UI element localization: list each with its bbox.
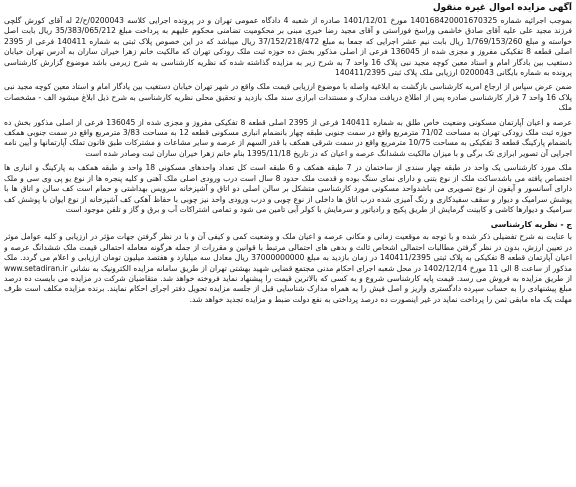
paragraph-property-specs: عرصه و اعیان آپارتمان مسکونی وضعیت خاص طلق به شماره 140411 فرعی از 2395 اصلی قطعه 8 تفکیکی مفروز و مجزی شده از 136045 فرعی از اصلی مذکور بخش ده حوزه ثبت ملک رودکی تهران به مساحت 71/02 مترمربع واقع در سمت جنوبی طبقه چهار بانضمام انباری مسکونی قطعه 12 به مساحت 3/83 مترمربع واقع در سمت جنوبی همکف بانضمام پارکینگ قطعه 3 تفکیکی به مساحت 10/75 مترمربع واقع در سمت شرقی همکف با قدر السهم از عرصه و سایر مشاعات و مشترکات طبق قانون تملک آپارتمانها و آیین نامه اجرایی آن تصویر ابرازی تک برگی و با میزان مالکیت ششدانگ عرصه و اعیان که در تاریخ 1395/11/18 بنام خانم زهرا خیران ساران ثبت وصادر شده است <box>4 117 572 158</box>
auction-notice-document <box>4 2 572 483</box>
paragraph-building-description: ملک مورد کارشناسی یک واحد در طبقه چهار سندی از ساختمان در 7 طبقه همکف و 6 طبقه است کل تعداد واحدهای مسکونی 18 واحد و طبقه همکف به پارکینگ و انباری ها اختصاص یافته می باشدساکت ملک از نوع بتنی و دارای نمای سنگ بوده و قدمت ملک حدود 8 سال است درب ورودی اصلی ملک آهنی و کلیه پنجره ها از نوع یو پی وی سی و ملک دارای آسانسور و آیفون از نوع تصویری می باشدواحد مسکونی مورد کارشناسی متشکل بر سالن اصلی دو اتاق و آشپزخانه سرویس بهداشتی و حمام است کف سالن و اتاق ها با پوشش سرامیک و دیوار و سقف سفیدکاری و رنگ آمیزی شده درب اتاق ها داخلی از نوع چوبی و درب ورودی واحد نیز چوبی با حفاظ آهکی کف آشپزخانه از نوع ایوان با پوشش کف سرامیک و دیوارها کاشی و کابینت گرمایش از طریق پکیج و رادیاتور و سرمایش با کولر آبی تامین می شود و تمامی اشتراکات آب و برق و گاز و تلفن موجود است <box>4 163 572 214</box>
section-heading-expert-opinion: ج - نظریه کارشناسی <box>490 220 572 230</box>
paragraph-expert-intro: ضمن عرض سپاس از ارجاع امریه کارشناسی بازگشت به ابلاغیه واصله با موضوع ارزیابی قیمت ملک واقع در شهر تهران خیابان دستغیب بین یادگار امام و استاد معین کوچه مجید نبی پلاک 16 واحد 7 قرار کارشناسی صادره پس از اطلاع دریافت مدارک و مستندات ابرازی سند ملک بازدید و تحقیق محلی نظریه کارشناسی به شرح ذیل ابلاغ میشود الف - مشخصات ملک <box>4 82 572 113</box>
paragraph-expert-opinion: با عنایت به شرح تفضیلی ذکر شده و با توجه به موقعیت زمانی و مکانی عرصه و اعیان ملک و وضعیت کمی و کیفی آن و با در نظر گرفتن جهات مؤثر در ارزیابی و کلیه عوامل موثر در تعیین ارزش، بدون در نظر گرفتن مطالبات احتمالی اشخاص ثالث و بدهی های احتمالی مرتبط با قوانین و مقررات از جمله هرگونه معامله احتمالی قیمت ملک ششدانگ عرصه و اعیان آپارتمان قطعه 8 تفکیکی به پلاک ثبتی 140411/2395 در زمان بازدید به مبلغ 37000000000 ریال معادل سه میلیارد و هفتصد میلیون تومان ارزیابی و اعلام می گردد. ملک مذکور از ساعت 8 الی 11 مورخ 1402/12/14 در محل شعبه اجرای احکام مدنی مجتمع قضایی شهید بهشتی تهران از طریق سامانه مزایده الکترونیک به نشانی www.setadiran.ir از طریق مزایده به فروش می رسد. قیمت پایه کارشناسی شروع و به کسی که بالاترین قیمت را پیشنهاد نماید فروخته خواهد شد. متقاضیان شرکت در مزایده می بایست ده درصد مبلغ پیشنهادی را به حساب سپرده دادگستری واریز و اصل فیش را به همراه مدارک شناسایی قبل از جلسه مزایده تحویل دفتر اجرای احکام نمایند. برنده مزایده مکلف است ظرف مهلت یک ماه مابقی ثمن را پرداخت نماید در غیر اینصورت ده درصد پرداختی به نفع دولت ضبط و مزایده تجدید خواهد شد. <box>4 232 572 304</box>
paragraph-execution-order: بموجب اجرائیه شماره 140168420001670325 مورخ 1401/12/01 صادره از شعبه 4 دادگاه عمومی تهران و در پرونده اجرایی کلاسه 0200043/ح/2 له آقای کورش گلچی فرزند مجید علی علیه آقای صادق خاشمی وراسخ فوراستی و آقای مجید رضا خیری مبنی بر محکومیت تضامنی محکوم علیهم به پرداخت مبلغ 35/383/065/212 ریال بابت اصل خواسته و مبلغ 1/769/153/260 ریال بابت نیم عشر اجرایی که جمعا به مبلغ 37/152/218/472 ریال میباشد که در این خصوص پلاک ثبتی به شماره 140411 فرعی از 2395 اصلی قطعه 8 تفکیکی مفروز و مجزی شده از 136045 فرعی از اصلی مذکور بخش ده حوزه ثبت ملک رودکی تهران که مالکیت خانم زهرا خیران ساران به آدرس تهران خیابان دستغیب بین بادگار امام و استاد معین کوچه مجید نبی پلاک 16 واحد 7 به شرح زیر به مزایده گذاشته شده که نظریه کارشناسی به شرح زیرمی باشد موضوع گزارش کارشناسی پرونده به شماره بایگانی 0200043 ارزیابی ملک پلاک ثبتی 140411/2395 <box>4 16 572 78</box>
notice-title: آگهی مزایده اموال غیره منقول <box>432 3 572 13</box>
